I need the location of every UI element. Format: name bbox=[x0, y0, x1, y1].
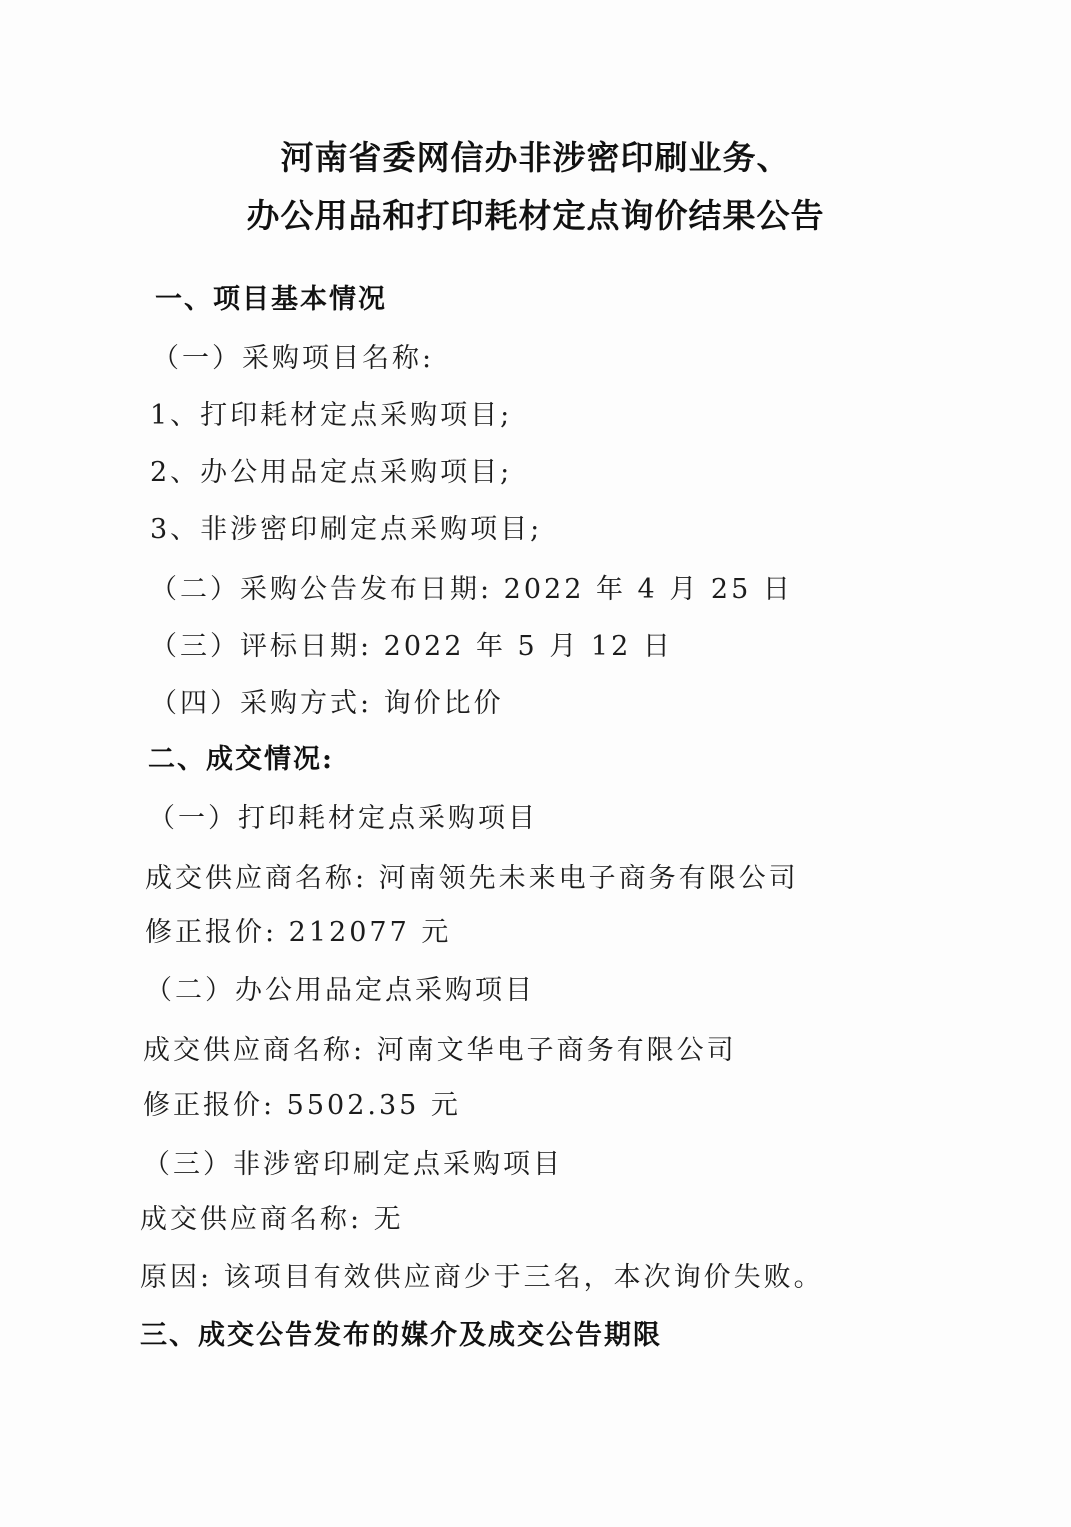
list-item: 2、办公用品定点采购项目; bbox=[150, 457, 513, 488]
section-heading-transaction: 二、成交情况: bbox=[148, 744, 334, 775]
list-item: 1、打印耗材定点采购项目; bbox=[150, 400, 513, 431]
section-heading-publication-media: 三、成交公告发布的媒介及成交公告期限 bbox=[140, 1320, 662, 1351]
revised-price: 修正报价: 212077 元 bbox=[145, 917, 452, 948]
section-heading-basic-info: 一、项目基本情况 bbox=[155, 284, 387, 315]
supplier-name: 成交供应商名称: 无 bbox=[140, 1204, 404, 1235]
supplier-name: 成交供应商名称: 河南领先未来电子商务有限公司 bbox=[145, 863, 799, 894]
revised-price: 修正报价: 5502.35 元 bbox=[143, 1090, 461, 1121]
failure-reason: 原因: 该项目有效供应商少于三名，本次询价失败。 bbox=[140, 1262, 824, 1293]
project-name: （一）打印耗材定点采购项目 bbox=[148, 803, 538, 834]
supplier-name: 成交供应商名称: 河南文华电子商务有限公司 bbox=[143, 1035, 737, 1066]
document-title-line-1: 河南省委网信办非涉密印刷业务、 bbox=[280, 138, 791, 177]
item-evaluation-date: （三）评标日期: 2022 年 5 月 12 日 bbox=[150, 631, 673, 662]
list-item: 3、非涉密印刷定点采购项目; bbox=[150, 514, 543, 545]
project-name: （三）非涉密印刷定点采购项目 bbox=[143, 1149, 563, 1180]
item-project-name-label: （一）采购项目名称: bbox=[152, 343, 435, 374]
item-procurement-method: （四）采购方式: 询价比价 bbox=[150, 688, 504, 719]
document-title-line-2: 办公用品和打印耗材定点询价结果公告 bbox=[246, 196, 825, 235]
item-announcement-date: （二）采购公告发布日期: 2022 年 4 月 25 日 bbox=[150, 574, 793, 605]
project-name: （二）办公用品定点采购项目 bbox=[145, 975, 535, 1006]
